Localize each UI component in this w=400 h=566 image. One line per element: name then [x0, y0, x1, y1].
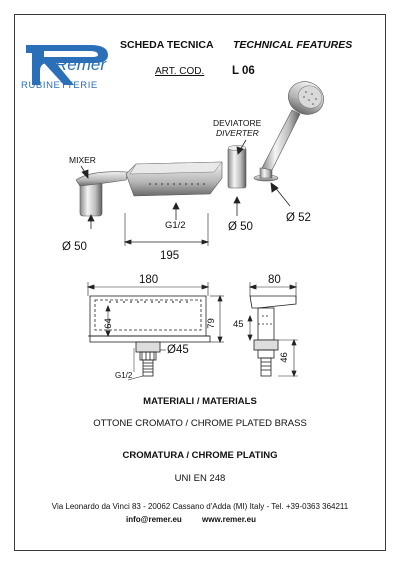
- nut-diameter: Ø45: [167, 344, 189, 356]
- height-64-dimension: 64: [102, 318, 114, 329]
- mixer-illustration: [76, 172, 128, 216]
- diverter-label-en: DIVERTER: [216, 128, 259, 138]
- materials-text: OTTONE CROMATO / CHROME PLATED BRASS: [93, 418, 307, 429]
- materials-title: MATERIALI / MATERIALS: [143, 396, 257, 407]
- depth-dimension: 80: [268, 274, 281, 286]
- front-view-drawing: [88, 282, 224, 380]
- length-dimension: 195: [160, 250, 180, 262]
- side-view-drawing: [248, 282, 298, 376]
- title-english: TECHNICAL FEATURES: [233, 39, 353, 51]
- footer-address: Via Leonardo da Vinci 83 - 20062 Cassano d'Adda (MI) Italy - Tel. +39-0363 364211: [51, 502, 349, 511]
- plating-title: CROMATURA / CHROME PLATING: [122, 450, 278, 461]
- dimension-45: 45: [233, 319, 244, 330]
- thread-size: G1/2: [165, 220, 186, 231]
- footer-website[interactable]: www.remer.eu: [202, 515, 256, 524]
- spout-illustration: [126, 162, 222, 196]
- logo-wordmark: Remer: [55, 55, 107, 74]
- hand-shower-diameter: Ø 52: [286, 212, 311, 224]
- diverter-label-it: DEVIATORE: [213, 118, 262, 128]
- hand-shower-illustration: [254, 76, 329, 181]
- logo-subtitle: RUBINETTERIE: [21, 80, 98, 91]
- diverter-diameter: Ø 50: [228, 221, 253, 233]
- dimension-46: 46: [278, 352, 290, 363]
- width-dimension: 180: [139, 274, 159, 286]
- thread-size-front: G1/2: [115, 371, 133, 380]
- art-code-label: ART. COD.: [155, 66, 205, 77]
- height-79-dimension: 79: [205, 318, 217, 329]
- mixer-label: MIXER: [69, 155, 96, 165]
- art-code-value: L 06: [232, 65, 255, 77]
- mixer-diameter: Ø 50: [62, 241, 87, 253]
- diverter-illustration: [228, 146, 246, 189]
- plating-text: UNI EN 248: [174, 473, 226, 484]
- title-italian: SCHEDA TECNICA: [120, 39, 214, 51]
- footer-email[interactable]: info@remer.eu: [126, 515, 182, 524]
